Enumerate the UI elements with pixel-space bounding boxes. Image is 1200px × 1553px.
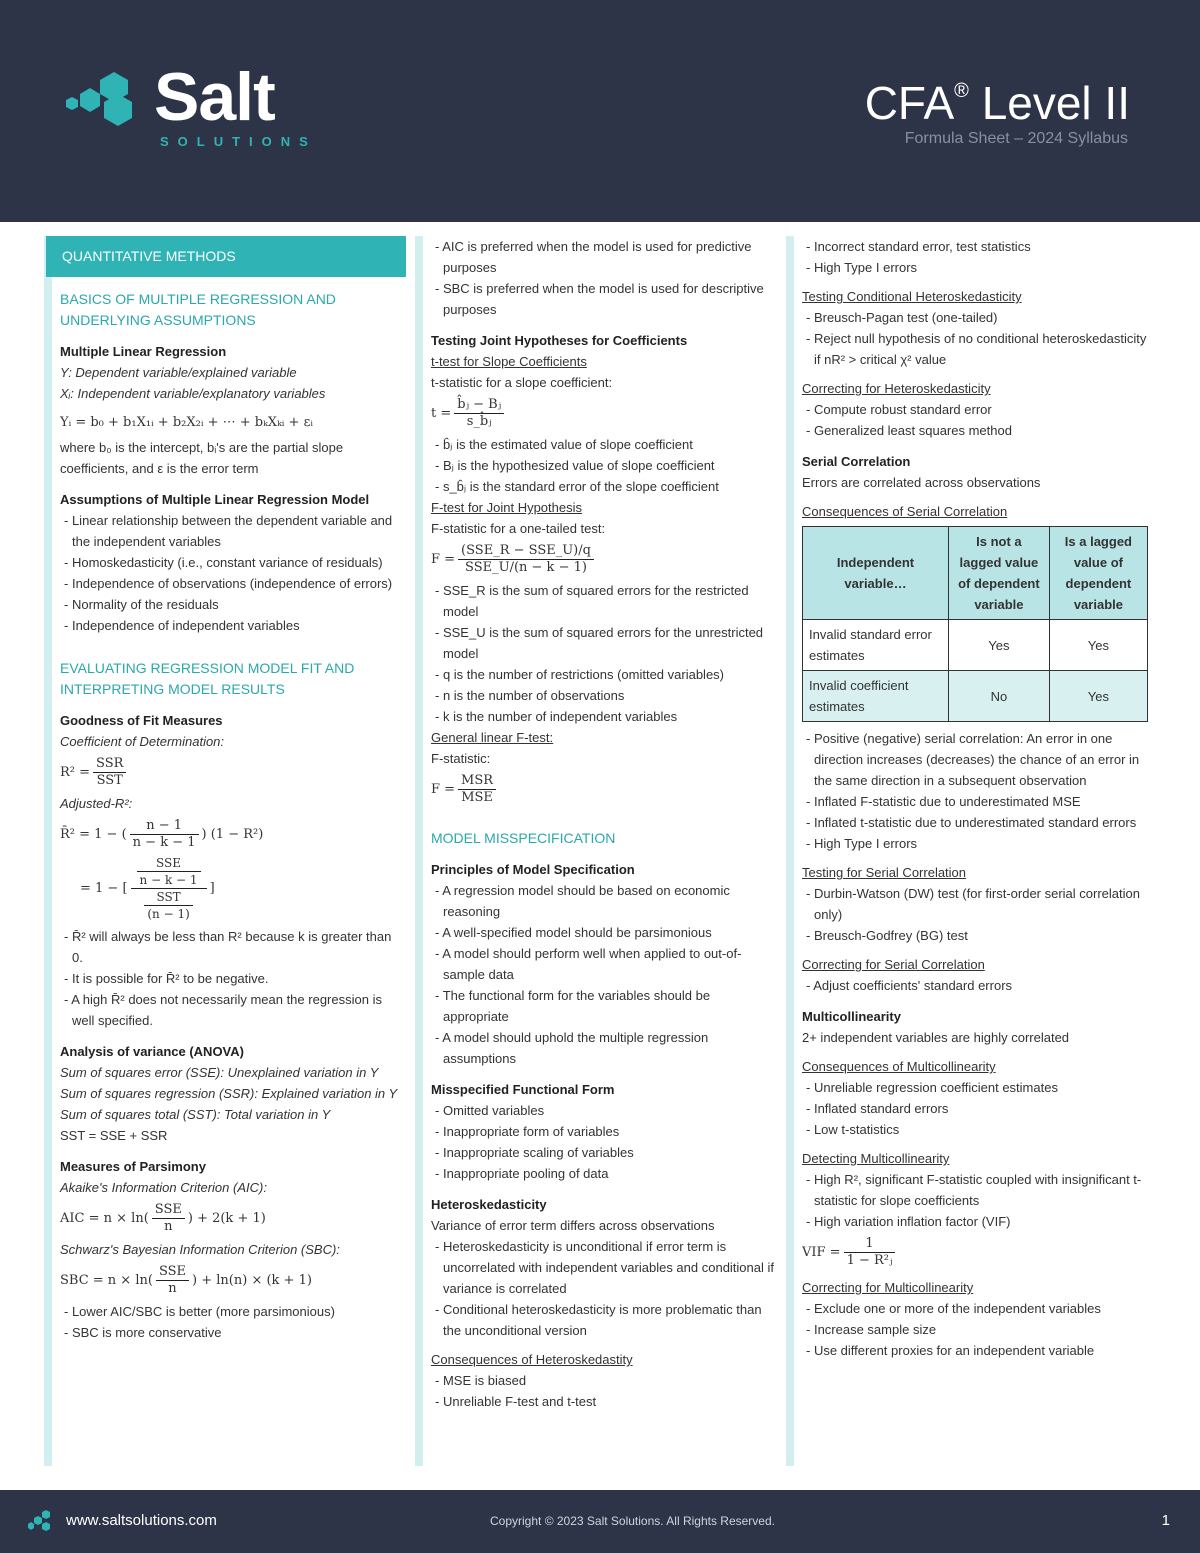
table-cell: Yes <box>949 620 1050 671</box>
list-item: - Inappropriate pooling of data <box>431 1163 776 1184</box>
column-2 <box>431 236 776 1412</box>
list-item: - Compute robust standard error <box>802 399 1147 420</box>
column-rail <box>44 236 52 1466</box>
subheading: Serial Correlation <box>802 454 911 469</box>
formula: AIC = n × ln( $\frac{\text{SSE}}{n}$ ) + 2(k + 1) <box>60 1202 266 1234</box>
underlined-heading: F-test for Joint Hypothesis <box>431 500 582 515</box>
subheading: Assumptions of Multiple Linear Regression Model <box>60 492 370 507</box>
table-cell: Yes <box>1049 671 1147 722</box>
list-item: - It is possible for R̄² to be negative. <box>60 968 405 989</box>
table-header-cell: Independent variable… <box>803 527 949 620</box>
label: Coefficient of Determination: <box>60 734 225 749</box>
list-item: - s_b̂ⱼ is the standard error of the slope coefficient <box>431 476 776 497</box>
serial-correlation-table <box>802 526 1148 722</box>
subheading: Measures of Parsimony <box>60 1159 206 1174</box>
list-item: - Inappropriate scaling of variables <box>431 1142 776 1163</box>
list-item: - Reject null hypothesis of no conditional heteroskedasticity if nR² > critical χ² value <box>802 328 1147 370</box>
website-link[interactable]: www.saltsolutions.com <box>66 1512 217 1529</box>
list-item: - Adjust coefficients' standard errors <box>802 975 1147 996</box>
list-item: - Inappropriate form of variables <box>431 1121 776 1142</box>
subheading: Analysis of variance (ANOVA) <box>60 1044 244 1059</box>
section-heading: EVALUATING REGRESSION MODEL FIT AND INTERPRETING MODEL RESULTS <box>60 660 355 697</box>
text: t-statistic for a slope coefficient: <box>431 375 613 390</box>
list-item: - Durbin-Watson (DW) test (for first-order serial correlation only) <box>802 883 1147 925</box>
underlined-heading: Testing Conditional Heteroskedasticity <box>802 289 1022 304</box>
table-row <box>803 620 1148 671</box>
list-item: - Unreliable regression coefficient estimates <box>802 1077 1147 1098</box>
definition: Sum of squares total (SST): Total variation in Y <box>60 1107 331 1122</box>
underlined-heading: Testing for Serial Correlation <box>802 865 967 880</box>
list-item: - Generalized least squares method <box>802 420 1147 441</box>
list-item: - Inflated F-statistic due to underestimated MSE <box>802 791 1147 812</box>
list-item: - SBC is more conservative <box>60 1322 405 1343</box>
list-item: - High variation inflation factor (VIF) <box>802 1211 1147 1232</box>
column-rail <box>786 236 794 1466</box>
section-heading: MODEL MISSPECIFICATION <box>431 830 616 846</box>
list-item: - b̂ⱼ is the estimated value of slope coefficient <box>431 434 776 455</box>
underlined-heading: Consequences of Heteroskedastity <box>431 1352 633 1367</box>
table-header-cell: Is not a lagged value of dependent variable <box>949 527 1050 620</box>
list-item: - Conditional heteroskedasticity is more problematic than the unconditional version <box>431 1299 776 1341</box>
list-item: - R̄² will always be less than R² because k is greater than 0. <box>60 926 405 968</box>
list-item: - Independence of independent variables <box>60 615 405 636</box>
subheading: Multiple Linear Regression <box>60 344 227 359</box>
list-item: - Incorrect standard error, test statistics <box>802 236 1147 257</box>
text: F-statistic for a one-tailed test: <box>431 521 606 536</box>
list-item: - High Type I errors <box>802 257 1147 278</box>
list-item: - A regression model should be based on economic reasoning <box>431 880 776 922</box>
table-cell: No <box>949 671 1050 722</box>
list-item: - AIC is preferred when the model is used for predictive purposes <box>431 236 776 278</box>
subheading: Goodness of Fit Measures <box>60 713 223 728</box>
brand-name: Salt <box>154 59 275 135</box>
list-item: - High R², significant F-statistic coupled with insignificant t-statistic for slope coefficients <box>802 1169 1147 1211</box>
list-item: - Independence of observations (independence of errors) <box>60 573 405 594</box>
table-row <box>803 527 1148 620</box>
document-subtitle: Formula Sheet – 2024 Syllabus <box>904 130 1128 147</box>
formula: R̄² = 1 − ( $\frac{n - 1}{n - k - 1}$ ) (1 − R²) <box>60 818 264 850</box>
list-item: - Inflated t-statistic due to underestimated standard errors <box>802 812 1147 833</box>
underlined-heading: Correcting for Serial Correlation <box>802 957 985 972</box>
list-item: - High Type I errors <box>802 833 1147 854</box>
list-item: - Breusch-Godfrey (BG) test <box>802 925 1147 946</box>
list-item: - Low t-statistics <box>802 1119 1147 1140</box>
formula: F = $\frac{\text{(SSE\_R − SSE\_U)/q}}{\text{SSE\_U/(n − k − 1)}}$ <box>431 543 776 576</box>
subheading: Heteroskedasticity <box>431 1197 547 1212</box>
list-item: - Lower AIC/SBC is better (more parsimonious) <box>60 1301 405 1322</box>
definition: Sum of squares error (SSE): Unexplained variation in Y <box>60 1065 379 1080</box>
section-heading: BASICS OF MULTIPLE REGRESSION AND UNDERLYING ASSUMPTIONS <box>60 291 336 328</box>
table-cell: Yes <box>1049 620 1147 671</box>
list-item: - Increase sample size <box>802 1319 1147 1340</box>
list-item: - SSE_R is the sum of squared errors for the restricted model <box>431 580 776 622</box>
list-item: - Unreliable F-test and t-test <box>431 1391 776 1412</box>
formula: F = $\frac{\text{MSR}}{\text{MSE}}$ <box>431 773 776 806</box>
list-item: - Heteroskedasticity is unconditional if error term is uncorrelated with independent variables and conditional if variance is correlated <box>431 1236 776 1299</box>
list-item: - SSE_U is the sum of squared errors for the unrestricted model <box>431 622 776 664</box>
list-item: - The functional form for the variables should be appropriate <box>431 985 776 1027</box>
subheading: Principles of Model Specification <box>431 862 635 877</box>
document-title: CFA® Level II <box>864 77 1130 129</box>
underlined-heading: General linear F-test: <box>431 730 554 745</box>
text: F-statistic: <box>431 751 491 766</box>
list-item: - Omitted variables <box>431 1100 776 1121</box>
salt-logo-icon <box>28 1510 54 1534</box>
list-item: - Homoskedasticity (i.e., constant variance of residuals) <box>60 552 405 573</box>
formula: VIF = $\frac{1}{\text{1 − R²ⱼ}}$ <box>802 1236 1147 1269</box>
table-row <box>803 671 1148 722</box>
formula: t = $\frac{\text{b̂ⱼ − Bⱼ}}{\text{s\_b̂ⱼ}}$ <box>431 397 776 430</box>
list-item: - Exclude one or more of the independent variables <box>802 1298 1147 1319</box>
subheading: Testing Joint Hypotheses for Coefficients <box>431 333 688 348</box>
text: Errors are correlated across observations <box>802 475 1041 490</box>
formula: R² = $\frac{\text{SSR}}{\text{SST}}$ <box>60 756 405 789</box>
underlined-heading: Correcting for Multicollinearity <box>802 1280 974 1295</box>
label: Schwarz's Bayesian Information Criterion (SBC): <box>60 1242 340 1257</box>
section-band: QUANTITATIVE METHODS <box>46 236 406 277</box>
label: Adjusted-R²: <box>60 796 133 811</box>
list-item: - A model should uphold the multiple regression assumptions <box>431 1027 776 1069</box>
underlined-heading: t-test for Slope Coefficients <box>431 354 587 369</box>
list-item: - MSE is biased <box>431 1370 776 1391</box>
definition: Xᵢ: Independent variable/explanatory variables <box>60 386 326 401</box>
table-header-cell: Is a lagged value of dependent variable <box>1049 527 1147 620</box>
formula: SBC = n × ln( $\frac{\text{SSE}}{n}$ ) + ln(n) × (k + 1) <box>60 1264 312 1296</box>
subheading: Misspecified Functional Form <box>431 1082 615 1097</box>
subheading: Multicollinearity <box>802 1009 901 1024</box>
list-item: - Inflated standard errors <box>802 1098 1147 1119</box>
list-item: - Positive (negative) serial correlation: An error in one direction increases (decreases) the chance of an error in the same direction in a subsequent observation <box>802 728 1147 791</box>
formula: SST = SSE + SSR <box>60 1128 168 1143</box>
table-cell: Invalid standard error estimates <box>803 620 949 671</box>
definition: Y: Dependent variable/explained variable <box>60 365 297 380</box>
brand-subtitle: SOLUTIONS <box>160 134 317 149</box>
text: 2+ independent variables are highly correlated <box>802 1030 1070 1045</box>
page-header <box>0 0 1200 222</box>
list-item: - Use different proxies for an independent variable <box>802 1340 1147 1361</box>
page-number: 1 <box>1161 1512 1170 1529</box>
underlined-heading: Consequences of Serial Correlation <box>802 504 1008 519</box>
page-footer <box>0 1490 1200 1553</box>
text: where b₀ is the intercept, bᵢ's are the partial slope coefficients, and ε is the error term <box>60 440 344 476</box>
label: Akaike's Information Criterion (AIC): <box>60 1180 267 1195</box>
underlined-heading: Correcting for Heteroskedasticity <box>802 381 991 396</box>
list-item: - n is the number of observations <box>431 685 776 706</box>
underlined-heading: Detecting Multicollinearity <box>802 1151 950 1166</box>
definition: Sum of squares regression (SSR): Explained variation in Y <box>60 1086 398 1101</box>
formula: = 1 − [ $\frac{\frac{\text{SSE}}{n - k - 1}}{\frac{\text{SST}}{(n - 1)}}$ ] <box>80 856 215 921</box>
underlined-heading: Consequences of Multicollinearity <box>802 1059 996 1074</box>
list-item: - q is the number of restrictions (omitted variables) <box>431 664 776 685</box>
list-item: - Breusch-Pagan test (one-tailed) <box>802 307 1147 328</box>
list-item: - Linear relationship between the dependent variable and the independent variables <box>60 510 405 552</box>
copyright: Copyright © 2023 Salt Solutions. All Rights Reserved. <box>490 1514 775 1528</box>
list-item: - A well-specified model should be parsimonious <box>431 922 776 943</box>
column-3 <box>802 236 1147 1361</box>
list-item: - Normality of the residuals <box>60 594 405 615</box>
list-item: - A model should perform well when applied to out-of-sample data <box>431 943 776 985</box>
column-rail <box>415 236 423 1466</box>
list-item: - SBC is preferred when the model is used for descriptive purposes <box>431 278 776 320</box>
column-1 <box>60 236 405 1343</box>
formula: Yᵢ = b₀ + b₁X₁ᵢ + b₂X₂ᵢ + ⋯ + bₖXₖᵢ + εᵢ <box>60 415 313 430</box>
text: Variance of error term differs across observations <box>431 1218 715 1233</box>
list-item: - Bⱼ is the hypothesized value of slope coefficient <box>431 455 776 476</box>
salt-logo-icon <box>66 70 146 140</box>
table-cell: Invalid coefficient estimates <box>803 671 949 722</box>
list-item: - A high R̄² does not necessarily mean the regression is well specified. <box>60 989 405 1031</box>
list-item: - k is the number of independent variables <box>431 706 776 727</box>
